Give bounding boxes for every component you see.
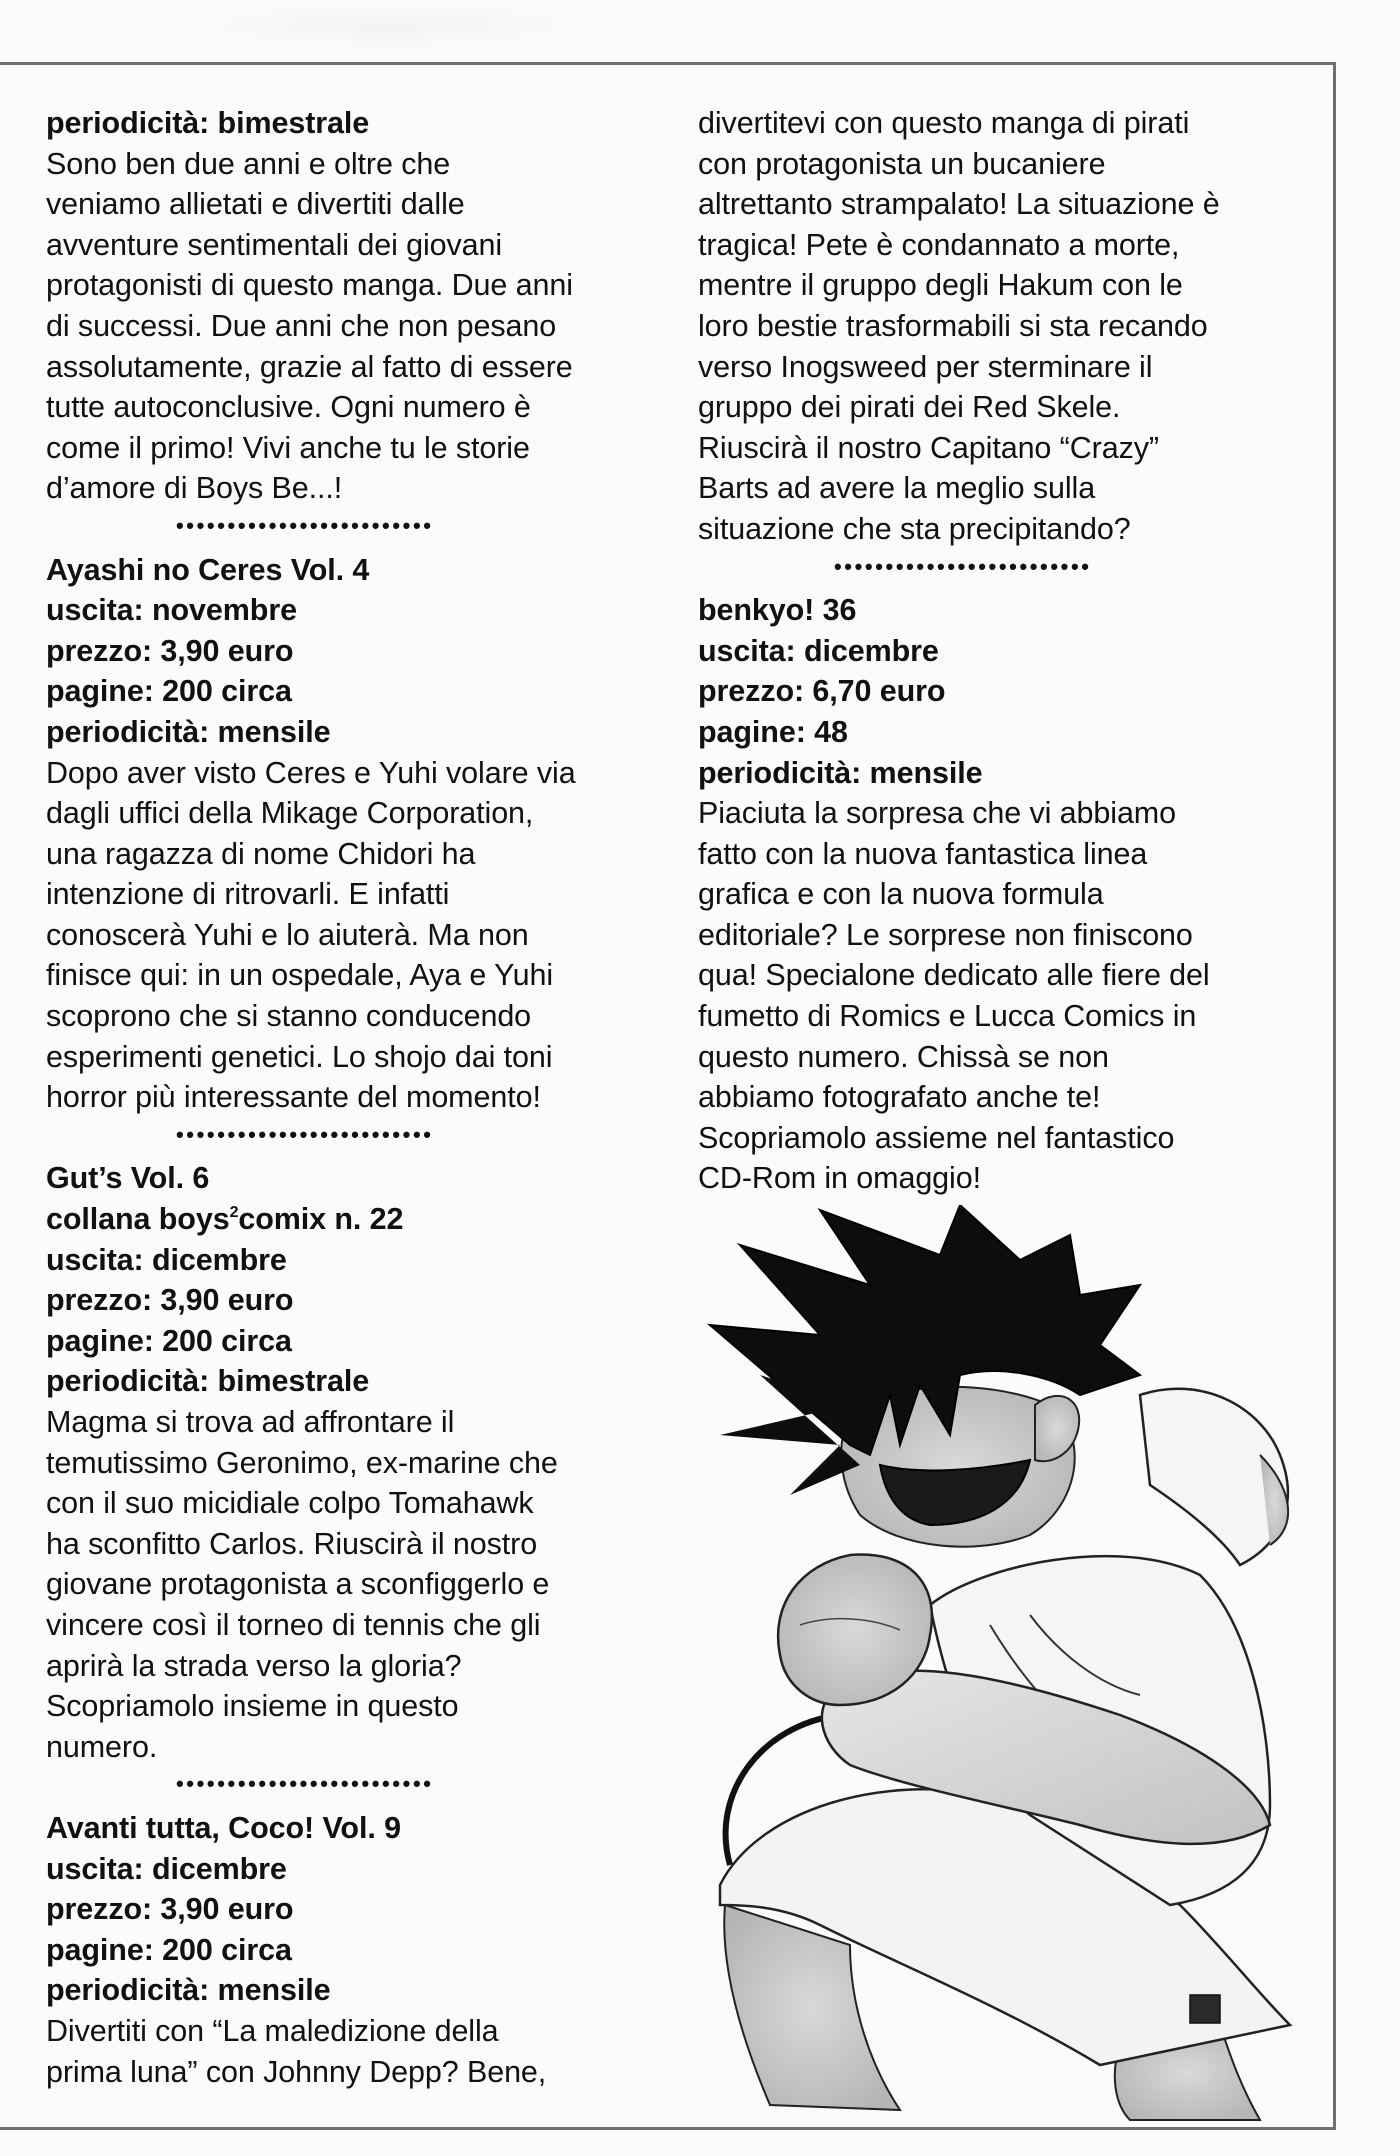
body-line: Scopriamolo assieme nel fantastico: [698, 1120, 1175, 1155]
body-line: con il suo micidiale colpo Tomahawk: [46, 1486, 534, 1521]
dotted-separator: •••••••••••••••••••••••••: [834, 553, 1092, 579]
body-line: con protagonista un bucaniere: [698, 146, 1106, 181]
body-line: tutte autoconclusive. Ogni numero è: [46, 390, 531, 425]
meta-periodicita: periodicità: bimestrale: [46, 1364, 370, 1399]
meta-prezzo: prezzo: 3,90 euro: [46, 1892, 294, 1927]
article-title: Avanti tutta, Coco! Vol. 9: [46, 1810, 401, 1845]
body-line: d’amore di Boys Be...!: [46, 471, 343, 506]
meta-prezzo: prezzo: 6,70 euro: [698, 674, 946, 709]
body-line: aprirà la strada verso la gloria?: [46, 1648, 462, 1683]
meta-pagine: pagine: 200 circa: [46, 1323, 292, 1358]
article-title: Ayashi no Ceres Vol. 4: [46, 552, 370, 587]
body-line: mentre il gruppo degli Hakum con le: [698, 268, 1183, 303]
body-line: scoprono che si stanno conducendo: [46, 999, 532, 1034]
body-line: horror più interessante del momento!: [46, 1080, 541, 1115]
meta-uscita: uscita: novembre: [46, 593, 297, 628]
body-line: vincere così il torneo di tennis che gli: [46, 1607, 541, 1642]
meta-pagine: pagine: 48: [698, 714, 848, 749]
meta-pagine: pagine: 200 circa: [46, 1932, 292, 1967]
body-line: qua! Specialone dedicato alle fiere del: [698, 958, 1210, 993]
article-title: benkyo! 36: [698, 593, 857, 628]
body-line: protagonisti di questo manga. Due anni: [46, 268, 573, 303]
article-boys-be-tail: [46, 103, 686, 509]
illustration-svg: [700, 1205, 1330, 2125]
body-line: conoscerà Yuhi e lo aiuterà. Ma non: [46, 917, 529, 952]
meta-uscita: uscita: dicembre: [46, 1851, 287, 1886]
article-avanti-tutta-coco: [46, 1808, 686, 2092]
body-line: editoriale? Le sorprese non finiscono: [698, 917, 1193, 952]
article-coco-continued: [698, 103, 1328, 550]
body-line: CD-Rom in omaggio!: [698, 1161, 981, 1196]
meta-periodicita: periodicità: mensile: [698, 755, 983, 790]
body-line: Divertiti con “La maledizione della: [46, 2013, 499, 2048]
body-line: divertitevi con questo manga di pirati: [698, 106, 1190, 140]
article-guts: [46, 1158, 686, 1767]
shorts-logo-patch: [1190, 1995, 1220, 2023]
left-column: [46, 103, 686, 2092]
body-line: Magma si trova ad affrontare il: [46, 1405, 455, 1439]
body-line: verso Inogsweed per sterminare il: [698, 349, 1153, 384]
body-line: ha sconfitto Carlos. Riuscirà il nostro: [46, 1526, 538, 1561]
body-line: Barts ad avere la meglio sulla: [698, 471, 1096, 506]
meta-pagine: pagine: 200 circa: [46, 674, 292, 709]
meta-collana: collana boys$^2$comix n. 22: [46, 1202, 404, 1237]
body-line: tragica! Pete è condannato a morte,: [698, 227, 1180, 262]
meta-uscita: uscita: dicembre: [46, 1242, 287, 1277]
body-line: gruppo dei pirati dei Red Skele.: [698, 390, 1121, 425]
meta-periodicita: periodicità: mensile: [46, 1973, 331, 2008]
body-line: assolutamente, grazie al fatto di essere: [46, 349, 573, 384]
body-line: intenzione di ritrovarli. E infatti: [46, 877, 450, 912]
body-line: giovane protagonista a sconfiggerlo e: [46, 1567, 550, 1602]
body-line: situazione che sta precipitando?: [698, 511, 1131, 546]
right-column: [698, 103, 1328, 1199]
meta-prezzo: prezzo: 3,90 euro: [46, 1283, 294, 1318]
body-line: fatto con la nuova fantastica linea: [698, 836, 1148, 871]
body-line: abbiamo fotografato anche te!: [698, 1080, 1101, 1115]
meta-uscita: uscita: dicembre: [698, 633, 939, 668]
body-line: come il primo! Vivi anche tu le storie: [46, 430, 530, 465]
dotted-separator: •••••••••••••••••••••••••: [176, 512, 434, 538]
body-line: loro bestie trasformabili si sta recando: [698, 308, 1208, 343]
body-line: Dopo aver visto Ceres e Yuhi volare via: [46, 755, 576, 790]
body-line: grafica e con la nuova formula: [698, 877, 1104, 912]
body-line: Sono ben due anni e oltre che: [46, 146, 451, 181]
body-line: esperimenti genetici. Lo shojo dai toni: [46, 1039, 553, 1074]
body-line: Riuscirà il nostro Capitano “Crazy”: [698, 430, 1159, 465]
body-line: fumetto di Romics e Lucca Comics in: [698, 999, 1197, 1034]
body-line: veniamo allietati e divertiti dalle: [46, 187, 465, 222]
body-line: numero.: [46, 1729, 158, 1764]
body-line: questo numero. Chissà se non: [698, 1039, 1109, 1074]
body-line: temutissimo Geronimo, ex-marine che: [46, 1445, 558, 1480]
body-line: una ragazza di nome Chidori ha: [46, 836, 476, 871]
body-line: avventure sentimentali dei giovani: [46, 227, 503, 262]
body-line: di successi. Due anni che non pesano: [46, 308, 557, 343]
body-line: finisce qui: in un ospedale, Aya e Yuhi: [46, 958, 554, 993]
meta-prezzo: prezzo: 3,90 euro: [46, 633, 294, 668]
meta-periodicita: periodicità: mensile: [46, 714, 331, 749]
body-line: prima luna” con Johnny Depp? Bene,: [46, 2054, 547, 2089]
scan-bleed-through: [180, 0, 600, 50]
body-line: dagli uffici della Mikage Corporation,: [46, 796, 534, 831]
body-line: altrettanto strampalato! La situazione è: [698, 187, 1220, 222]
body-line: Scopriamolo insieme in questo: [46, 1689, 459, 1724]
article-title: Gut’s Vol. 6: [46, 1161, 210, 1196]
article-benkyo: [698, 590, 1328, 1199]
manga-tennis-player-illustration: [700, 1205, 1330, 2125]
dotted-separator: •••••••••••••••••••••••••: [176, 1771, 434, 1797]
dotted-separator: •••••••••••••••••••••••••: [176, 1121, 434, 1147]
body-line: Piaciuta la sorpresa che vi abbiamo: [698, 796, 1176, 831]
meta-periodicita: periodicità: bimestrale: [46, 106, 370, 140]
article-ayashi-no-ceres: [46, 550, 686, 1118]
